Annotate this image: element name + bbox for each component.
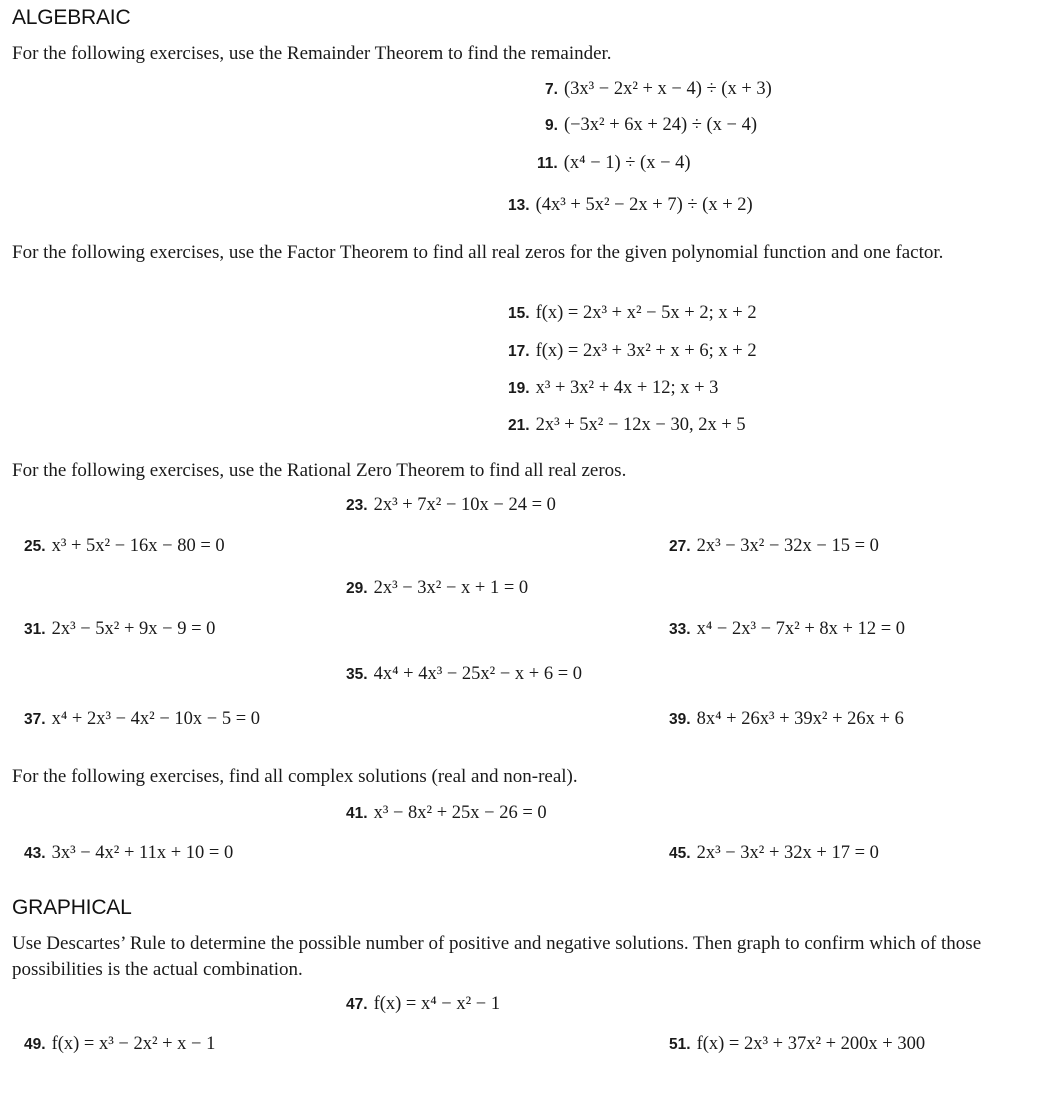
instruction-remainder-theorem: For the following exercises, use the Remainder Theorem to find the remainder. [12, 43, 612, 64]
instruction-descartes-rule: Use Descartes’ Rule to determine the possible number of positive and negative solutions. Then graph to confirm which of those possibilities is the actual combination. [12, 933, 982, 980]
exercise-expression: 2x³ − 3x² − x + 1 = 0 [373, 578, 529, 598]
exercise-expression: 2x³ − 3x² + 32x + 17 = 0 [696, 843, 879, 863]
exercise-expression: 2x³ − 3x² − 32x − 15 = 0 [696, 536, 879, 556]
exercise-expression: x⁴ + 2x³ − 4x² − 10x − 5 = 0 [51, 709, 261, 729]
instruction-complex-solutions: For the following exercises, find all complex solutions (real and non-real). [12, 766, 578, 787]
exercise-number: 27. [669, 538, 691, 555]
exercise-27 [669, 536, 879, 557]
exercise-number: 29. [346, 580, 368, 597]
exercise-19 [508, 378, 718, 399]
exercise-23 [346, 495, 556, 516]
exercise-31 [24, 619, 215, 640]
exercise-expression: f(x) = 2x³ + 37x² + 200x + 300 [696, 1034, 926, 1054]
exercise-expression: 3x³ − 4x² + 11x + 10 = 0 [51, 843, 234, 863]
exercise-13 [508, 195, 753, 216]
exercise-41 [346, 803, 547, 824]
exercise-number: 49. [24, 1036, 46, 1053]
section-heading-graphical: GRAPHICAL [12, 896, 132, 919]
exercise-number: 31. [24, 621, 46, 638]
exercise-expression: (3x³ − 2x² + x − 4) ÷ (x + 3) [563, 79, 772, 99]
exercise-expression: (4x³ + 5x² − 2x + 7) ÷ (x + 2) [535, 195, 753, 215]
exercise-number: 39. [669, 711, 691, 728]
exercise-expression: (−3x² + 6x + 24) ÷ (x − 4) [563, 115, 758, 135]
exercise-number: 13. [508, 197, 530, 214]
exercise-35 [346, 664, 582, 685]
exercise-51 [669, 1034, 925, 1055]
exercise-number: 9. [545, 117, 558, 134]
exercise-number: 51. [669, 1036, 691, 1053]
exercise-expression: 2x³ + 5x² − 12x − 30, 2x + 5 [535, 415, 746, 435]
exercise-expression: f(x) = x³ − 2x² + x − 1 [51, 1034, 216, 1054]
exercise-number: 21. [508, 417, 530, 434]
exercise-expression: x⁴ − 2x³ − 7x² + 8x + 12 = 0 [696, 619, 906, 639]
exercise-25 [24, 536, 225, 557]
exercise-number: 25. [24, 538, 46, 555]
exercise-43 [24, 843, 233, 864]
exercise-expression: 4x⁴ + 4x³ − 25x² − x + 6 = 0 [373, 664, 583, 684]
exercise-39 [669, 709, 904, 730]
exercise-expression: f(x) = x⁴ − x² − 1 [373, 994, 501, 1014]
exercise-21 [508, 415, 746, 436]
exercise-expression: x³ + 3x² + 4x + 12; x + 3 [535, 378, 719, 398]
exercise-45 [669, 843, 879, 864]
exercise-expression: x³ − 8x² + 25x − 26 = 0 [373, 803, 547, 823]
exercise-expression: 2x³ + 7x² − 10x − 24 = 0 [373, 495, 556, 515]
exercise-expression: 2x³ − 5x² + 9x − 9 = 0 [51, 619, 216, 639]
exercise-expression: f(x) = 2x³ + 3x² + x + 6; x + 2 [535, 341, 757, 361]
exercise-17 [508, 341, 757, 362]
exercise-33 [669, 619, 905, 640]
exercise-number: 15. [508, 305, 530, 322]
exercise-number: 33. [669, 621, 691, 638]
exercise-number: 17. [508, 343, 530, 360]
exercise-expression: x³ + 5x² − 16x − 80 = 0 [51, 536, 225, 556]
exercise-15 [508, 303, 757, 324]
exercise-number: 19. [508, 380, 530, 397]
exercise-expression: (x⁴ − 1) ÷ (x − 4) [563, 153, 691, 173]
exercise-37 [24, 709, 260, 730]
exercise-9 [545, 115, 757, 136]
exercise-number: 47. [346, 996, 368, 1013]
exercise-29 [346, 578, 528, 599]
exercise-number: 23. [346, 497, 368, 514]
exercise-number: 35. [346, 666, 368, 683]
section-heading-algebraic: ALGEBRAIC [12, 6, 131, 29]
exercise-number: 45. [669, 845, 691, 862]
exercise-number: 37. [24, 711, 46, 728]
exercise-number: 7. [545, 81, 558, 98]
exercise-number: 41. [346, 805, 368, 822]
instruction-rational-zero-theorem: For the following exercises, use the Rational Zero Theorem to find all real zeros. [12, 460, 627, 481]
exercise-7 [545, 79, 772, 100]
exercise-11 [537, 153, 691, 174]
exercise-47 [346, 994, 500, 1015]
exercise-expression: f(x) = 2x³ + x² − 5x + 2; x + 2 [535, 303, 757, 323]
exercise-49 [24, 1034, 215, 1055]
exercise-number: 43. [24, 845, 46, 862]
exercise-expression: 8x⁴ + 26x³ + 39x² + 26x + 6 [696, 709, 904, 729]
exercise-number: 11. [537, 155, 558, 172]
instruction-factor-theorem: For the following exercises, use the Factor Theorem to find all real zeros for the given polynomial function and one factor. [12, 242, 944, 263]
